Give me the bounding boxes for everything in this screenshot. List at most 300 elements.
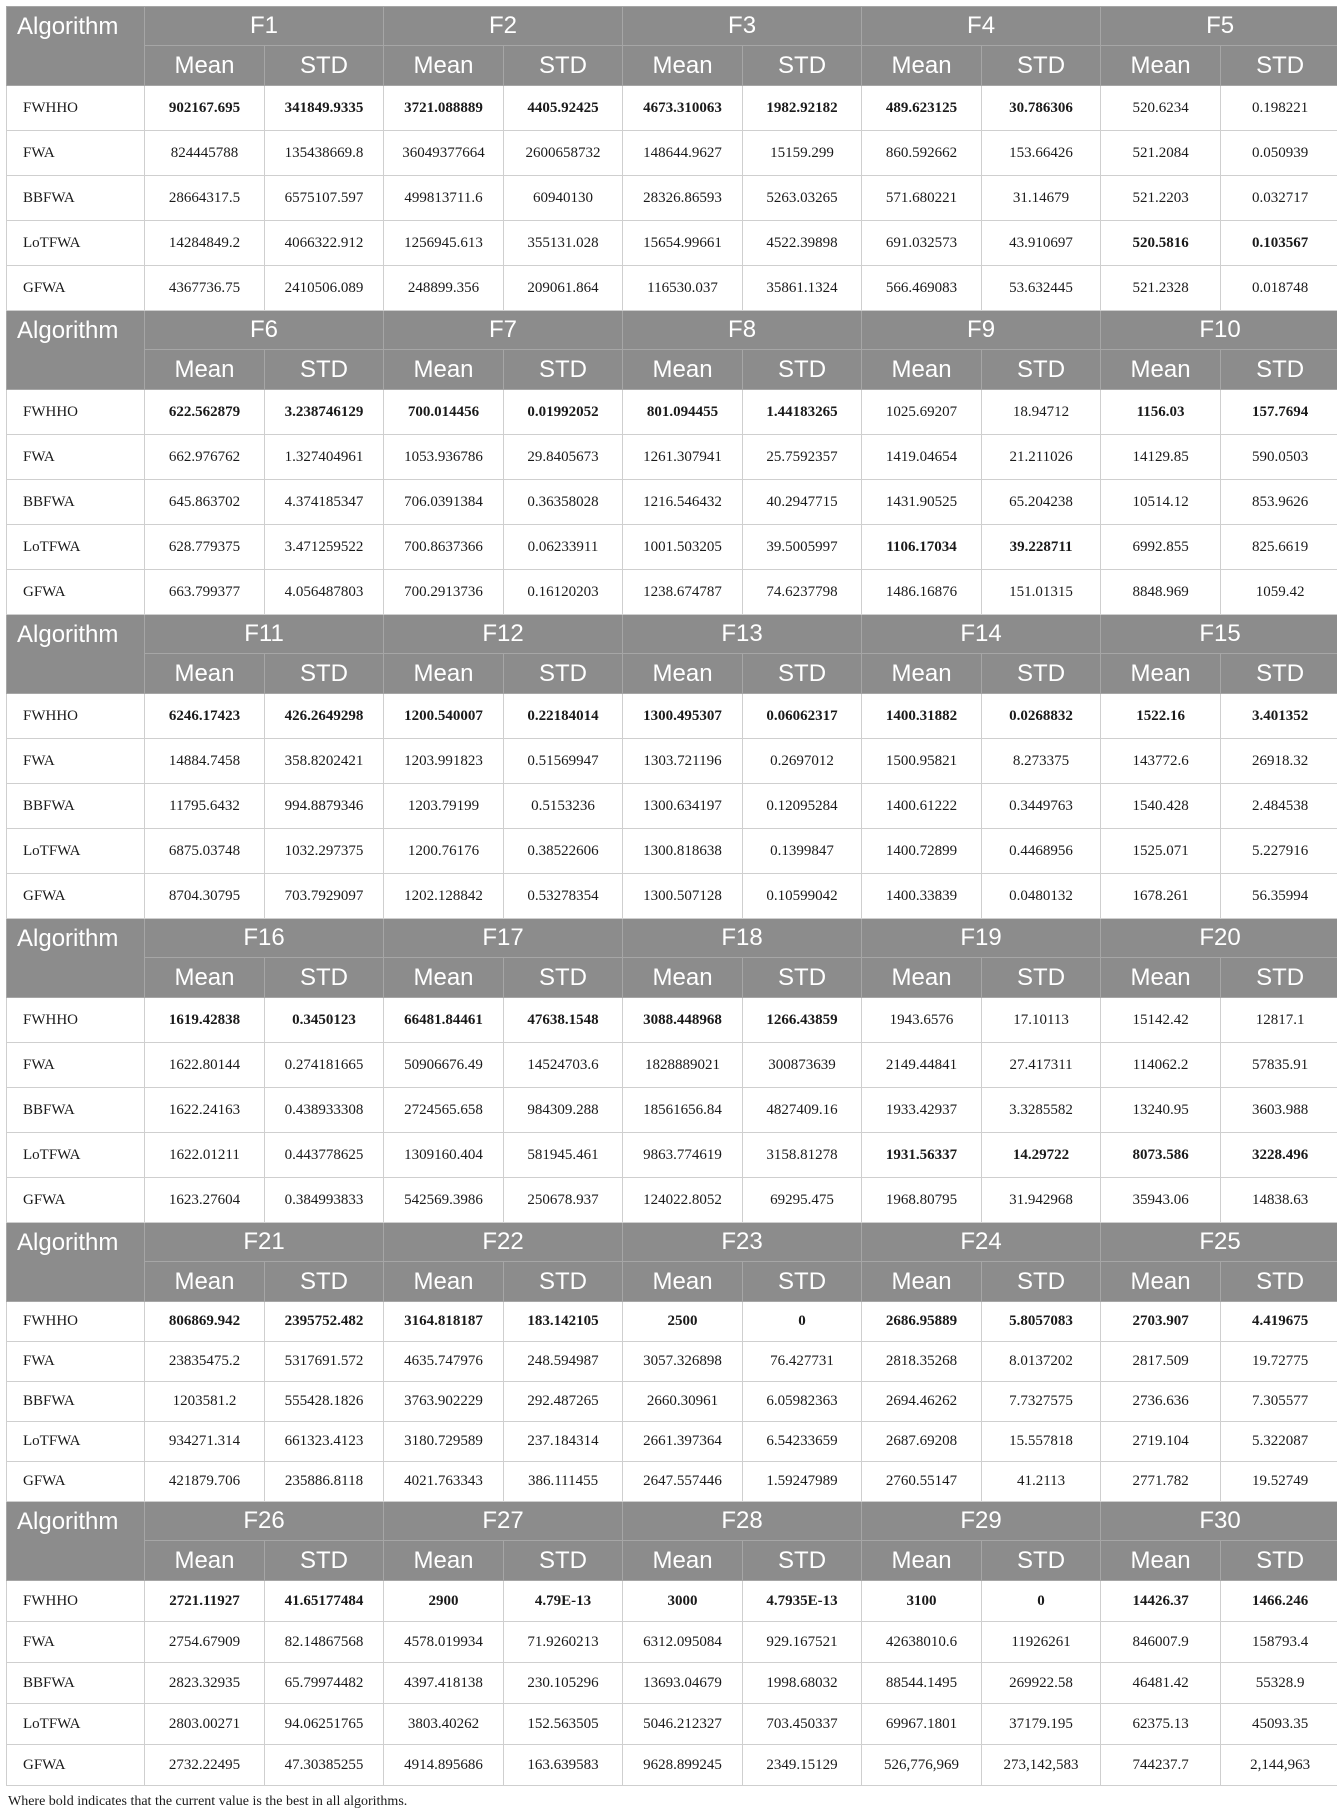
function-header: F5 xyxy=(1101,7,1337,46)
mean-header: Mean xyxy=(862,1262,982,1302)
mean-value: 1200.76176 xyxy=(384,829,504,874)
algorithm-name: FWA xyxy=(7,739,145,784)
function-header: F2 xyxy=(384,7,623,46)
std-value: 0.050939 xyxy=(1221,131,1337,176)
mean-value: 706.0391384 xyxy=(384,480,504,525)
std-value: 53.632445 xyxy=(982,266,1101,311)
std-value: 26918.32 xyxy=(1221,739,1337,784)
std-value: 3.3285582 xyxy=(982,1088,1101,1133)
std-header: STD xyxy=(982,654,1101,694)
std-header: STD xyxy=(1221,1262,1337,1302)
std-value: 14524703.6 xyxy=(504,1043,623,1088)
std-value: 14.29722 xyxy=(982,1133,1101,1178)
table-row xyxy=(7,1382,1337,1422)
function-header: F28 xyxy=(623,1502,862,1541)
algorithm-name: BBFWA xyxy=(7,1663,145,1704)
mean-value: 1400.31882 xyxy=(862,694,982,739)
table-row xyxy=(7,1342,1337,1382)
mean-value: 4367736.75 xyxy=(145,266,265,311)
std-value: 31.942968 xyxy=(982,1178,1101,1223)
algorithm-name: BBFWA xyxy=(7,480,145,525)
std-value: 0.3449763 xyxy=(982,784,1101,829)
mean-value: 2803.00271 xyxy=(145,1704,265,1745)
mean-value: 3721.088889 xyxy=(384,86,504,131)
std-value: 300873639 xyxy=(743,1043,862,1088)
mean-value: 520.6234 xyxy=(1101,86,1221,131)
table-block xyxy=(7,311,1337,615)
algorithm-name: BBFWA xyxy=(7,784,145,829)
std-value: 2395752.482 xyxy=(265,1302,384,1342)
std-value: 60940130 xyxy=(504,176,623,221)
std-value: 151.01315 xyxy=(982,570,1101,615)
function-header: F23 xyxy=(623,1223,862,1262)
mean-value: 1400.61222 xyxy=(862,784,982,829)
mean-value: 3000 xyxy=(623,1581,743,1622)
mean-header: Mean xyxy=(384,958,504,998)
mean-value: 28326.86593 xyxy=(623,176,743,221)
std-header: STD xyxy=(504,654,623,694)
algorithm-name: BBFWA xyxy=(7,1088,145,1133)
std-value: 0.22184014 xyxy=(504,694,623,739)
std-value: 661323.4123 xyxy=(265,1422,384,1462)
std-value: 250678.937 xyxy=(504,1178,623,1223)
algorithm-header: Algorithm xyxy=(7,919,145,998)
mean-header: Mean xyxy=(145,1541,265,1581)
std-value: 248.594987 xyxy=(504,1342,623,1382)
stat-header-row xyxy=(7,1262,1337,1302)
mean-value: 1309160.404 xyxy=(384,1133,504,1178)
mean-value: 1025.69207 xyxy=(862,390,982,435)
mean-value: 801.094455 xyxy=(623,390,743,435)
mean-header: Mean xyxy=(623,350,743,390)
mean-value: 2900 xyxy=(384,1581,504,1622)
function-header: F12 xyxy=(384,615,623,654)
mean-value: 806869.942 xyxy=(145,1302,265,1342)
mean-value: 14129.85 xyxy=(1101,435,1221,480)
mean-value: 13693.04679 xyxy=(623,1663,743,1704)
std-value: 8.273375 xyxy=(982,739,1101,784)
function-header: F13 xyxy=(623,615,862,654)
mean-value: 4673.310063 xyxy=(623,86,743,131)
mean-value: 1001.503205 xyxy=(623,525,743,570)
mean-value: 1256945.613 xyxy=(384,221,504,266)
std-value: 76.427731 xyxy=(743,1342,862,1382)
algorithm-name: BBFWA xyxy=(7,176,145,221)
mean-value: 662.976762 xyxy=(145,435,265,480)
table-block xyxy=(7,7,1337,311)
function-header: F24 xyxy=(862,1223,1101,1262)
std-value: 0.274181665 xyxy=(265,1043,384,1088)
std-value: 47.30385255 xyxy=(265,1745,384,1786)
function-header: F4 xyxy=(862,7,1101,46)
table-row xyxy=(7,570,1337,615)
mean-value: 1238.674787 xyxy=(623,570,743,615)
std-header: STD xyxy=(743,350,862,390)
function-header: F6 xyxy=(145,311,384,350)
mean-value: 520.5816 xyxy=(1101,221,1221,266)
std-value: 426.2649298 xyxy=(265,694,384,739)
std-value: 0.12095284 xyxy=(743,784,862,829)
table-row xyxy=(7,1302,1337,1342)
std-value: 2,144,963 xyxy=(1221,1745,1337,1786)
table-row xyxy=(7,221,1337,266)
mean-value: 1933.42937 xyxy=(862,1088,982,1133)
mean-value: 6312.095084 xyxy=(623,1622,743,1663)
mean-value: 521.2203 xyxy=(1101,176,1221,221)
algorithm-name: FWA xyxy=(7,1043,145,1088)
mean-value: 2818.35268 xyxy=(862,1342,982,1382)
mean-value: 6875.03748 xyxy=(145,829,265,874)
mean-value: 1828889021 xyxy=(623,1043,743,1088)
function-header-row xyxy=(7,919,1337,958)
mean-value: 1431.90525 xyxy=(862,480,982,525)
std-value: 555428.1826 xyxy=(265,1382,384,1422)
std-value: 235886.8118 xyxy=(265,1462,384,1502)
mean-value: 1303.721196 xyxy=(623,739,743,784)
mean-value: 1522.16 xyxy=(1101,694,1221,739)
std-value: 37179.195 xyxy=(982,1704,1101,1745)
std-value: 25.7592357 xyxy=(743,435,862,480)
mean-value: 15142.42 xyxy=(1101,998,1221,1043)
std-value: 6.05982363 xyxy=(743,1382,862,1422)
algorithm-header: Algorithm xyxy=(7,1502,145,1581)
std-header: STD xyxy=(1221,1541,1337,1581)
table-row xyxy=(7,784,1337,829)
mean-value: 1622.01211 xyxy=(145,1133,265,1178)
std-value: 703.450337 xyxy=(743,1704,862,1745)
mean-header: Mean xyxy=(145,958,265,998)
stat-header-row xyxy=(7,350,1337,390)
std-value: 269922.58 xyxy=(982,1663,1101,1704)
mean-value: 23835475.2 xyxy=(145,1342,265,1382)
std-value: 825.6619 xyxy=(1221,525,1337,570)
std-value: 581945.461 xyxy=(504,1133,623,1178)
std-value: 41.65177484 xyxy=(265,1581,384,1622)
mean-value: 566.469083 xyxy=(862,266,982,311)
std-value: 1032.297375 xyxy=(265,829,384,874)
std-value: 2349.15129 xyxy=(743,1745,862,1786)
std-value: 1.59247989 xyxy=(743,1462,862,1502)
table-row xyxy=(7,266,1337,311)
mean-value: 521.2084 xyxy=(1101,131,1221,176)
std-header: STD xyxy=(982,958,1101,998)
function-header: F22 xyxy=(384,1223,623,1262)
mean-value: 1486.16876 xyxy=(862,570,982,615)
mean-header: Mean xyxy=(862,1541,982,1581)
std-value: 230.105296 xyxy=(504,1663,623,1704)
mean-value: 3803.40262 xyxy=(384,1704,504,1745)
table-row xyxy=(7,1704,1337,1745)
function-header: F20 xyxy=(1101,919,1337,958)
mean-header: Mean xyxy=(862,654,982,694)
mean-header: Mean xyxy=(1101,1262,1221,1302)
std-value: 4066322.912 xyxy=(265,221,384,266)
std-value: 355131.028 xyxy=(504,221,623,266)
mean-header: Mean xyxy=(862,350,982,390)
mean-value: 11795.6432 xyxy=(145,784,265,829)
std-value: 0.5153236 xyxy=(504,784,623,829)
std-value: 341849.9335 xyxy=(265,86,384,131)
mean-value: 88544.1495 xyxy=(862,1663,982,1704)
std-value: 0.06062317 xyxy=(743,694,862,739)
mean-value: 4397.418138 xyxy=(384,1663,504,1704)
function-header: F7 xyxy=(384,311,623,350)
algorithm-name: GFWA xyxy=(7,1462,145,1502)
std-value: 5.8057083 xyxy=(982,1302,1101,1342)
function-header-row xyxy=(7,615,1337,654)
std-header: STD xyxy=(265,1541,384,1581)
function-header: F17 xyxy=(384,919,623,958)
algorithm-name: FWHHO xyxy=(7,1302,145,1342)
std-value: 1.44183265 xyxy=(743,390,862,435)
table-block xyxy=(7,1502,1337,1786)
std-value: 0.018748 xyxy=(1221,266,1337,311)
function-header: F27 xyxy=(384,1502,623,1541)
std-value: 1059.42 xyxy=(1221,570,1337,615)
std-value: 984309.288 xyxy=(504,1088,623,1133)
algorithm-header: Algorithm xyxy=(7,7,145,86)
table-row xyxy=(7,1663,1337,1704)
algorithm-name: GFWA xyxy=(7,570,145,615)
std-header: STD xyxy=(743,654,862,694)
stat-header-row xyxy=(7,1541,1337,1581)
std-header: STD xyxy=(743,46,862,86)
mean-value: 571.680221 xyxy=(862,176,982,221)
mean-value: 1931.56337 xyxy=(862,1133,982,1178)
mean-header: Mean xyxy=(623,1262,743,1302)
mean-value: 526,776,969 xyxy=(862,1745,982,1786)
mean-header: Mean xyxy=(623,46,743,86)
mean-value: 1943.6576 xyxy=(862,998,982,1043)
mean-header: Mean xyxy=(384,46,504,86)
algorithm-name: GFWA xyxy=(7,874,145,919)
mean-value: 8848.969 xyxy=(1101,570,1221,615)
std-value: 12817.1 xyxy=(1221,998,1337,1043)
std-value: 35861.1324 xyxy=(743,266,862,311)
function-header: F25 xyxy=(1101,1223,1337,1262)
mean-value: 1203581.2 xyxy=(145,1382,265,1422)
mean-header: Mean xyxy=(384,1262,504,1302)
mean-value: 3057.326898 xyxy=(623,1342,743,1382)
std-header: STD xyxy=(504,1541,623,1581)
std-value: 0.10599042 xyxy=(743,874,862,919)
mean-value: 2771.782 xyxy=(1101,1462,1221,1502)
mean-header: Mean xyxy=(384,350,504,390)
table-row xyxy=(7,435,1337,480)
mean-value: 1203.79199 xyxy=(384,784,504,829)
mean-value: 1261.307941 xyxy=(623,435,743,480)
std-value: 0.0480132 xyxy=(982,874,1101,919)
mean-header: Mean xyxy=(1101,1541,1221,1581)
std-value: 29.8405673 xyxy=(504,435,623,480)
function-header: F3 xyxy=(623,7,862,46)
std-value: 74.6237798 xyxy=(743,570,862,615)
mean-value: 42638010.6 xyxy=(862,1622,982,1663)
mean-value: 2823.32935 xyxy=(145,1663,265,1704)
function-header: F14 xyxy=(862,615,1101,654)
std-value: 31.14679 xyxy=(982,176,1101,221)
std-header: STD xyxy=(265,1262,384,1302)
std-value: 30.786306 xyxy=(982,86,1101,131)
table-block xyxy=(7,919,1337,1223)
std-value: 237.184314 xyxy=(504,1422,623,1462)
std-value: 0.01992052 xyxy=(504,390,623,435)
std-value: 7.305577 xyxy=(1221,1382,1337,1422)
algorithm-name: FWHHO xyxy=(7,1581,145,1622)
mean-value: 15654.99661 xyxy=(623,221,743,266)
std-value: 40.2947715 xyxy=(743,480,862,525)
mean-header: Mean xyxy=(1101,350,1221,390)
std-value: 19.72775 xyxy=(1221,1342,1337,1382)
table-row xyxy=(7,1133,1337,1178)
mean-value: 2647.557446 xyxy=(623,1462,743,1502)
function-header-row xyxy=(7,1502,1337,1541)
std-value: 0.2697012 xyxy=(743,739,862,784)
mean-value: 1622.80144 xyxy=(145,1043,265,1088)
algorithm-name: FWHHO xyxy=(7,86,145,131)
table-row xyxy=(7,1178,1337,1223)
std-value: 55328.9 xyxy=(1221,1663,1337,1704)
mean-value: 4635.747976 xyxy=(384,1342,504,1382)
std-value: 71.9260213 xyxy=(504,1622,623,1663)
std-value: 0.384993833 xyxy=(265,1178,384,1223)
mean-value: 1400.33839 xyxy=(862,874,982,919)
std-value: 69295.475 xyxy=(743,1178,862,1223)
mean-value: 14884.7458 xyxy=(145,739,265,784)
function-header-row xyxy=(7,1223,1337,1262)
std-value: 56.35994 xyxy=(1221,874,1337,919)
std-header: STD xyxy=(1221,654,1337,694)
std-value: 183.142105 xyxy=(504,1302,623,1342)
std-value: 18.94712 xyxy=(982,390,1101,435)
mean-value: 700.014456 xyxy=(384,390,504,435)
std-header: STD xyxy=(743,1262,862,1302)
mean-value: 1968.80795 xyxy=(862,1178,982,1223)
std-value: 994.8879346 xyxy=(265,784,384,829)
table-row xyxy=(7,1745,1337,1786)
mean-value: 860.592662 xyxy=(862,131,982,176)
footnote: Where bold indicates that the current value is the best in all algorithms. xyxy=(8,1794,408,1809)
mean-value: 1619.42838 xyxy=(145,998,265,1043)
std-value: 14838.63 xyxy=(1221,1178,1337,1223)
table-row xyxy=(7,390,1337,435)
std-value: 386.111455 xyxy=(504,1462,623,1502)
algorithm-name: LoTFWA xyxy=(7,525,145,570)
std-value: 1266.43859 xyxy=(743,998,862,1043)
table-row xyxy=(7,694,1337,739)
std-value: 57835.91 xyxy=(1221,1043,1337,1088)
mean-value: 691.032573 xyxy=(862,221,982,266)
mean-value: 124022.8052 xyxy=(623,1178,743,1223)
std-value: 4.419675 xyxy=(1221,1302,1337,1342)
table-row xyxy=(7,1088,1337,1133)
std-value: 163.639583 xyxy=(504,1745,623,1786)
mean-value: 2724565.658 xyxy=(384,1088,504,1133)
mean-value: 1525.071 xyxy=(1101,829,1221,874)
std-value: 0.198221 xyxy=(1221,86,1337,131)
mean-value: 2736.636 xyxy=(1101,1382,1221,1422)
std-value: 703.7929097 xyxy=(265,874,384,919)
std-value: 0 xyxy=(982,1581,1101,1622)
mean-value: 4914.895686 xyxy=(384,1745,504,1786)
mean-header: Mean xyxy=(862,958,982,998)
mean-value: 542569.3986 xyxy=(384,1178,504,1223)
mean-value: 14284849.2 xyxy=(145,221,265,266)
mean-value: 3763.902229 xyxy=(384,1382,504,1422)
std-value: 5263.03265 xyxy=(743,176,862,221)
std-value: 273,142,583 xyxy=(982,1745,1101,1786)
mean-value: 1622.24163 xyxy=(145,1088,265,1133)
function-header-row xyxy=(7,311,1337,350)
mean-value: 1202.128842 xyxy=(384,874,504,919)
std-value: 82.14867568 xyxy=(265,1622,384,1663)
std-value: 0.51569947 xyxy=(504,739,623,784)
table-row xyxy=(7,525,1337,570)
mean-value: 934271.314 xyxy=(145,1422,265,1462)
mean-value: 2661.397364 xyxy=(623,1422,743,1462)
mean-value: 13240.95 xyxy=(1101,1088,1221,1133)
std-header: STD xyxy=(982,46,1101,86)
stat-header-row xyxy=(7,958,1337,998)
algorithm-name: GFWA xyxy=(7,266,145,311)
algorithm-name: LoTFWA xyxy=(7,1422,145,1462)
mean-value: 2721.11927 xyxy=(145,1581,265,1622)
mean-value: 2686.95889 xyxy=(862,1302,982,1342)
std-value: 209061.864 xyxy=(504,266,623,311)
mean-value: 2754.67909 xyxy=(145,1622,265,1663)
table-row xyxy=(7,1462,1337,1502)
mean-value: 744237.7 xyxy=(1101,1745,1221,1786)
algorithm-header: Algorithm xyxy=(7,311,145,390)
table-row xyxy=(7,998,1337,1043)
algorithm-header: Algorithm xyxy=(7,615,145,694)
mean-value: 4021.763343 xyxy=(384,1462,504,1502)
mean-value: 1300.818638 xyxy=(623,829,743,874)
mean-value: 1203.991823 xyxy=(384,739,504,784)
mean-header: Mean xyxy=(145,654,265,694)
mean-value: 148644.9627 xyxy=(623,131,743,176)
std-value: 590.0503 xyxy=(1221,435,1337,480)
function-header: F8 xyxy=(623,311,862,350)
mean-value: 1200.540007 xyxy=(384,694,504,739)
algorithm-header: Algorithm xyxy=(7,1223,145,1302)
function-header: F15 xyxy=(1101,615,1337,654)
mean-header: Mean xyxy=(145,1262,265,1302)
mean-value: 143772.6 xyxy=(1101,739,1221,784)
std-header: STD xyxy=(265,46,384,86)
mean-value: 248899.356 xyxy=(384,266,504,311)
mean-value: 28664317.5 xyxy=(145,176,265,221)
std-value: 3158.81278 xyxy=(743,1133,862,1178)
std-value: 4.056487803 xyxy=(265,570,384,615)
function-header: F19 xyxy=(862,919,1101,958)
mean-value: 2732.22495 xyxy=(145,1745,265,1786)
mean-value: 2817.509 xyxy=(1101,1342,1221,1382)
table-row xyxy=(7,874,1337,919)
std-header: STD xyxy=(265,350,384,390)
std-header: STD xyxy=(1221,958,1337,998)
mean-value: 824445788 xyxy=(145,131,265,176)
std-value: 158793.4 xyxy=(1221,1622,1337,1663)
mean-value: 46481.42 xyxy=(1101,1663,1221,1704)
function-header: F16 xyxy=(145,919,384,958)
std-header: STD xyxy=(982,350,1101,390)
mean-value: 1053.936786 xyxy=(384,435,504,480)
std-header: STD xyxy=(504,1262,623,1302)
algorithm-name: LoTFWA xyxy=(7,1704,145,1745)
std-value: 3603.988 xyxy=(1221,1088,1337,1133)
mean-value: 2760.55147 xyxy=(862,1462,982,1502)
